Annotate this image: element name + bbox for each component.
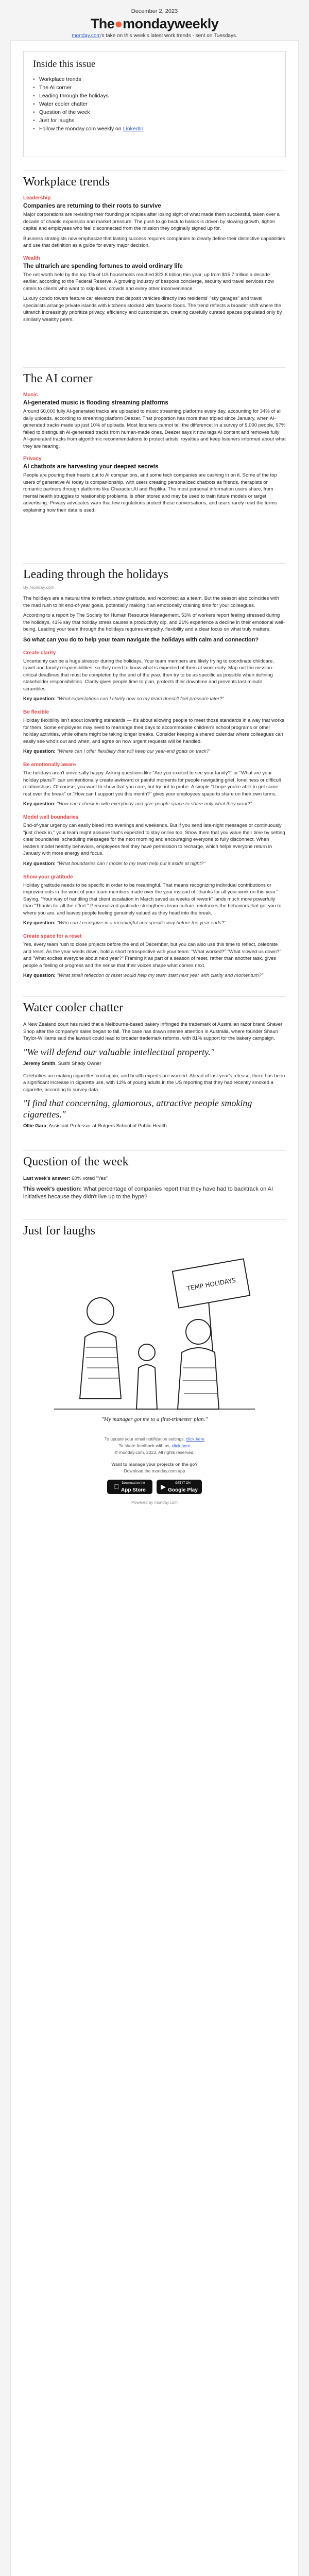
article-body: End-of-year urgency can easily bleed into evenings and weekends. But if you send late-night messages or continuously "just check in," your team might assume that's expected to stay online too. Show them that you value their time by setting clear boundaries, scheduling messages for the next morning and encouraging everyone to fully disconnect. When leaders model healthy behaviors, employees feel they have permission to recharge, which helps everyone return in January with more energy and focus. <box>23 823 285 856</box>
app-store-button[interactable]: Download on the App Store <box>107 1480 152 1494</box>
article-body: People are pouring their hearts out to AI companions, and some tech companies are cashing in on it. Some of the top users of generative AI today is companionship, with users creating personalized chatbots as friends, therapists or romantic partners through platforms like Character.AI and Replika. The most personal information users share, from mental health struggles to relationship problems, is often stored and may be used to train future models or target advertising. Privacy advocates warn that few regulations protect these conversations, and users rarely read the terms explaining how their data is used. <box>23 472 277 513</box>
topic-label: Create clarity <box>23 650 56 656</box>
topic-label: Wealth <box>23 255 40 261</box>
cartoon-image <box>44 1244 265 1414</box>
quote-attribution: Jeremy Smith, Sushi Shady Owner <box>23 1060 101 1066</box>
google-play-icon: ▶ <box>161 1483 166 1490</box>
article-title: The ultrarich are spending fortunes to avoid ordinary life <box>23 263 183 269</box>
logo-mark-icon: ● <box>114 16 123 31</box>
app-promo-title: Want to manage your projects on the go? <box>111 1461 198 1467</box>
article-body: Around 60,000 fully AI-generated tracks are uploaded to music streaming platforms every day, accounting for 34% of all daily uploads, according to streaming platform Deezer. That proportion has more than tripled since January, when AI-generated tracks made up just 10% of uploads. Most listeners cannot tell the difference: in a survey of 9,000 people, 97% failed to distinguish AI-generated tracks from human-made ones. Deezer says it now tags AI content and removes fully AI-generated tracks from algorithmic recommendations to protect artists' royalties and keep listeners informed about what they are hearing. <box>23 409 286 449</box>
last-week-answer: Last week's answer: 60% voted "Yes" <box>23 1176 108 1181</box>
section-title-holidays: Leading through the holidays <box>23 563 286 582</box>
article-title: Companies are returning to their roots to survive <box>23 203 161 209</box>
feedback-link[interactable]: click here <box>171 1443 191 1448</box>
newsletter-body <box>10 40 299 2576</box>
article-body: The net worth held by the top 1% of US households reached $23.6 trillion this year, up from $15.7 trillion a decade earlier, according to the Federal Reserve. A growing industry of bespoke concierge, security and travel services now caters to clients who want to skip lines, crowds and every other inconvenience. <box>23 272 274 292</box>
article-body: The holidays aren't universally happy. Asking questions like "Are you excited to see your family?" or "What are your holiday plans?" can unintentionally create awkward or painful moments for people navigating grief, loneliness or difficult relationships. Of course, you want to show that you care, but try not to probe. A simple "I hope you're able to get some rest over the break" or "How can I support you this month?" gives your employees space to share on their own terms. <box>23 770 281 797</box>
topic-label: Leadership <box>23 195 51 201</box>
topic-label: Model well boundaries <box>23 815 79 820</box>
key-question: Key question: "What expectations can I clarify now so my team doesn't feel pressure later?" <box>23 696 224 702</box>
toc-item[interactable]: • Leading through the holidays <box>33 92 276 100</box>
toc-item-linkedin: • Follow the monday.com weekly on LinkedIn <box>33 125 276 133</box>
tagline: monday.com's take on this week's latest work trends - sent on Tuesdays. <box>72 33 237 39</box>
toc-item[interactable]: • Just for laughs <box>33 116 276 125</box>
topic-label: Show your gratitude <box>23 874 73 880</box>
article-body: Celebrities are making cigarettes cool again, and health experts are worried. Ahead of last year's release, there has been a significant increase in cigarette use, with 12% of young adults in the US reporting that they had recently smoked a cigarette, according to survey data. <box>23 1073 285 1093</box>
topic-label: Privacy <box>23 456 42 462</box>
key-question: Key question: "What boundaries can I model to my team help put it aside at night?" <box>23 860 205 867</box>
toc-item[interactable]: • The AI corner <box>33 83 276 92</box>
notification-settings-link[interactable]: click here <box>186 1436 205 1442</box>
issue-date: December 2, 2023 <box>131 8 178 14</box>
section-title-workplace: Workplace trends <box>23 171 286 189</box>
article-body: The holidays are a natural time to reflect, show gratitude, and reconnect as a team. But the season also coincides with the mad rush to hit end-of-year goals, potentially making it an emotionally draining time for your colleagues. <box>23 596 279 608</box>
topic-label: Be flexible <box>23 709 49 715</box>
google-play-button[interactable]: ▶ GET IT ON Google Play <box>157 1480 202 1494</box>
article-body: A New Zealand court has ruled that a Melbourne-based bakery infringed the trademark of Australian razor brand Shaver Shop after the company's sales began to fall. The case has drawn intense attention in Australia, where founder Shaun Taylor-Williams said the lawsuit could lead to broader trademark reforms, with 81% support for the bakery campaign. <box>23 1022 283 1041</box>
article-body: Business strategists now emphasize that lasting success requires companies to clearly define their distinctive capabilities and use that definition as a guide for every major decision. <box>23 235 285 248</box>
topic-label: Be emotionally aware <box>23 762 76 768</box>
article-title: AI-generated music is flooding streaming platforms <box>23 400 168 406</box>
toc-item[interactable]: • Water cooler chatter <box>33 100 276 108</box>
article-body: Yes, every team rush to close projects before the end of December, but you can also use this time to reflect, celebrate and reset. As the year winds down, hold a short retrospective with your team: "What worked?" "What slowed us down?" and "What excites everyone about next year?" Framing it as part of a season of reset, rather than another task, gives people a feeling of progress and the sense that their voices shape what comes next. <box>23 942 281 969</box>
article-body: Uncertainty can be a huge stressor during the holidays. Your team members are likely trying to coordinate childcare, travel and family responsibilities, so they need to know what is expected of them at work early. Map out the mission-critical deadlines that must be completed by the end of the year, then try to be as specific as possible when defining stakeholder responsibilities. Clarity gives people time to plan, protects their downtime and prevents last-minute scrambles. <box>23 658 274 692</box>
app-promo-subtitle: Download the monday.com app <box>124 1468 185 1473</box>
tagline-link[interactable]: monday.com <box>72 33 101 39</box>
pull-quote: "We will defend our valuable intellectual property." <box>23 1046 215 1057</box>
toc-list <box>33 75 276 133</box>
key-question: Key question: "How can I check in with everybody and give people space to share only what they want?" <box>23 801 252 807</box>
this-week-question: This week's question: What percentage of companies report that they have had to backtrack on AI initiatives because they didn't live up to the hype? <box>23 1185 273 1200</box>
section-title-question: Question of the week <box>23 1150 286 1169</box>
copyright: © monday.com, 2023. All rights reserved. <box>114 1449 195 1455</box>
byline: By monday.com <box>23 585 55 590</box>
powered-by: Powered by monday.com <box>131 1500 178 1505</box>
topic-label: Music <box>23 392 38 398</box>
article-body: Holiday flexibility isn't about lowering standards — it's about allowing people to meet those standards in a way that works for them. Some employees may need to rearrange their days to accommodate children's school programs or other holiday activities, while others might be taking longer breaks. Consider keeping a shared calendar where colleagues can easily see who's out and when, and agree on how urgent requests will be handled. <box>23 718 284 744</box>
article-body: Major corporations are revisiting their founding principles after losing sight of what made them successful, taken over a decade of chaotic expansion and market pressure. The push to go back to basics is driven by slowing growth, tighter capital and employees who feel disconnected from the mission they originally signed up for. <box>23 212 280 231</box>
table-of-contents <box>23 51 286 157</box>
newsletter-header <box>0 0 309 39</box>
section-title-ai: The AI corner <box>23 367 286 386</box>
cartoon-caption: "My manager got me to a first-trimester plan." <box>101 1416 208 1422</box>
toc-item[interactable]: • Question of the week <box>33 108 276 116</box>
toc-item[interactable]: • Workplace trends <box>33 75 276 83</box>
section-title-laughs: Just for laughs <box>23 1219 286 1238</box>
newsletter-footer: To update your email notification settings, click here To share feedback with us, click here © monday.com, 2023. All rights reserved. Want to manage your projects on the go? Download the monday.com app Download on the App Store ▶ GET IT ON Google Play Powered by monday.com <box>23 1436 286 1506</box>
app-store-badges <box>23 1480 286 1494</box>
lead-question: So what can you do to help your team navigate the holidays with calm and connection? <box>23 636 259 643</box>
article-body: According to a report by The Society for Human Resource Management, 53% of workers report feeling stressed during the holidays, 41% say that holiday stress causes a productivity dip, and 21% experience a decline in their emotional well-being. Leading your team through the holidays requires empathy, flexibility and a clear focus on what truly matters. <box>23 613 285 632</box>
key-question: Key question: "Who can I recognize in a meaningful and specific way before the year ends?" <box>23 920 226 926</box>
key-question: Key question: "What small reflection or reset would help my team start next year with clarity and momentum?" <box>23 973 264 978</box>
sign-text: TEMP HOLIDAYS <box>186 1276 236 1292</box>
quote-attribution: Ollie Gara, Assistant Professor at Rutgers School of Public Health <box>23 1123 167 1129</box>
pull-quote: "I find that concerning, glamorous, attractive people smoking cigarettes." <box>23 1098 252 1120</box>
article-body: Holiday gratitude needs to be specific in order to be meaningful. That means recognizing individual contributions or improvements in the work of your team members made over the year instead of "thanks for all your work on this year." Saying, "Your way of handling that client escalation in March saved us weeks of rework" lands much more powerfully than "Thanks for all the effort." Personalized gratitude strengthens team culture, reinforces the behaviors that got you to where you are, and leaves people feeling genuinely valued as they head into the break. <box>23 882 282 916</box>
topic-label: Create space for a reset <box>23 934 82 939</box>
key-question: Key question: "Where can I offer flexibility that will keep our year-end goals on track?" <box>23 749 211 754</box>
linkedin-link[interactable]: LinkedIn <box>123 126 144 132</box>
apple-icon <box>114 1483 119 1490</box>
newsletter-logo: The●mondayweekly <box>90 16 219 31</box>
toc-title: Inside this issue <box>33 59 96 70</box>
article-title: AI chatbots are harvesting your deepest secrets <box>23 464 159 470</box>
section-title-water-cooler: Water cooler chatter <box>23 996 286 1015</box>
article-body: Luxury condo towers feature car elevators that deposit vehicles directly into residents' "sky garages" and travel specialists arrange private islands with kitchens stocked with favorite foods. The trend reflects a broader shift where the ultrarich increasingly prioritize privacy, efficiency and customization, creating carefully curated spaces populated only by similarly wealthy peers. <box>23 296 282 323</box>
